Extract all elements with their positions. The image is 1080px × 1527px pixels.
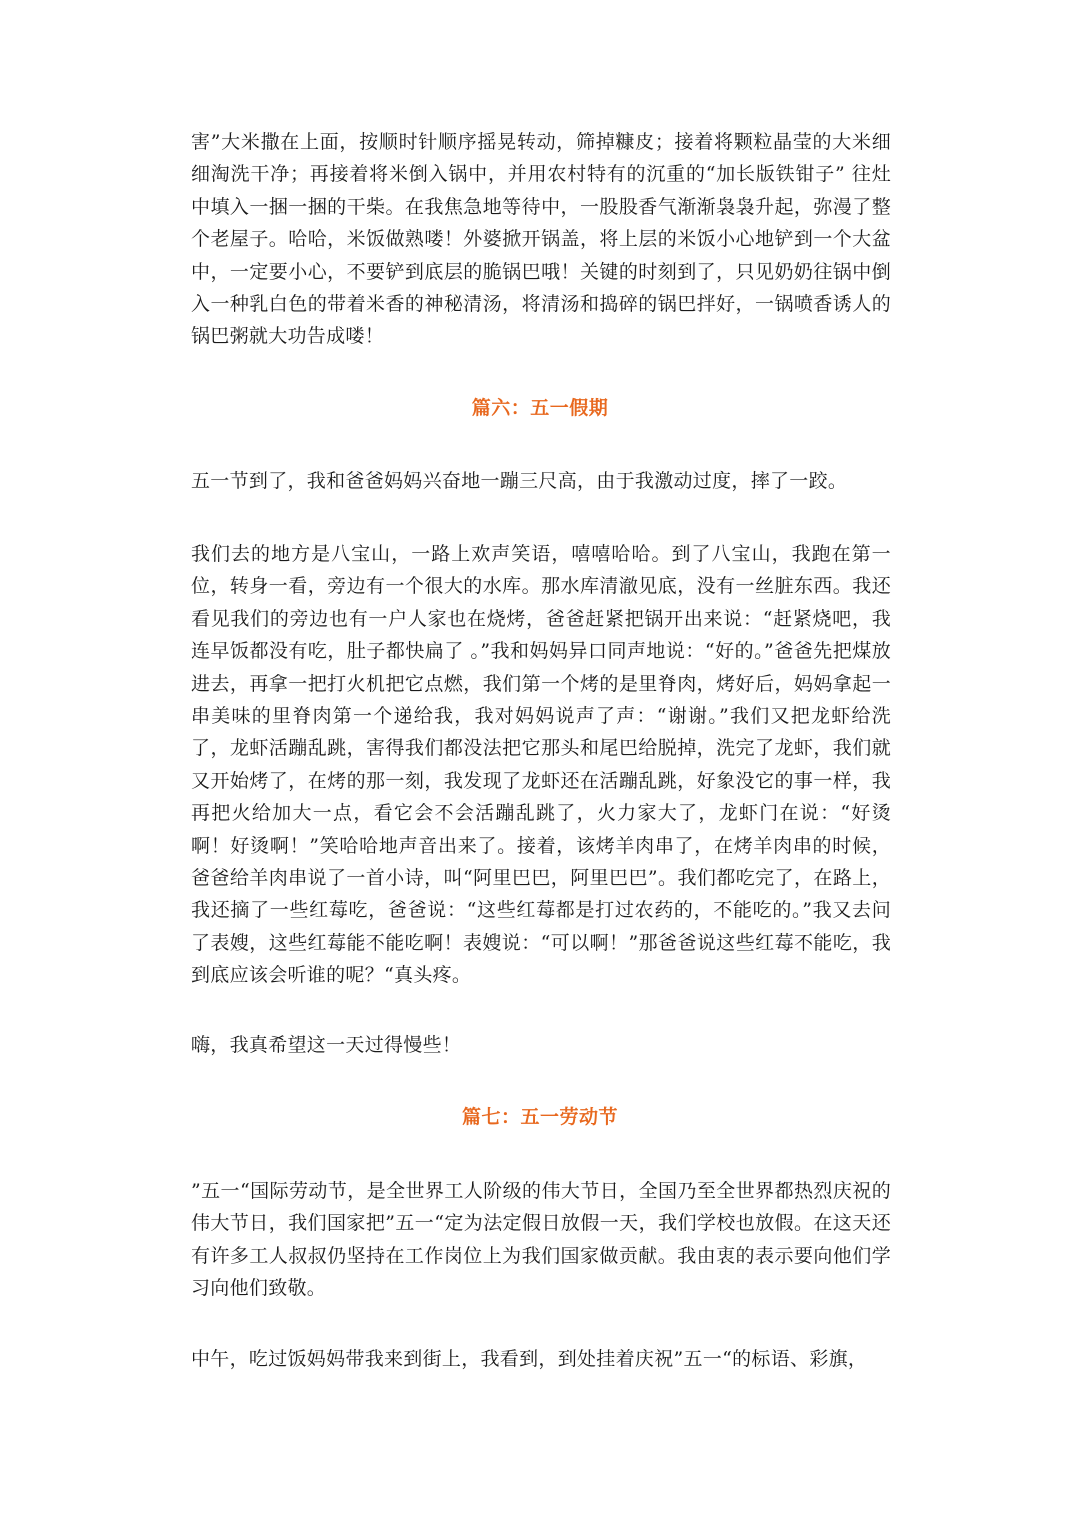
section-seven-paragraph-2: 中午，吃过饭妈妈带我来到街上，我看到，到处挂着庆祝”五一“的标语、彩旗，: [191, 1348, 868, 1370]
section-seven-heading: 篇七：五一劳动节: [461, 1106, 618, 1128]
section-six-paragraph-1: 五一节到了，我和爸爸妈妈兴奋地一蹦三尺高，由于我激动过度，摔了一跤。: [191, 470, 848, 492]
section-six-paragraph-3: 嗨，我真希望这一天过得慢些！: [191, 1034, 462, 1056]
section-six-heading: 篇六：五一假期: [471, 397, 609, 419]
section-seven-paragraph-1: ”五一“国际劳动节，是全世界工人阶级的伟大节日，全国乃至全世界都热烈庆祝的伟大节日，我们国家把”五一“定为法定假日放假一天，我们学校也放假。在这天还有许多工人叔叔仍坚持在工作岗位上为我们国家做贡献。我由衷的表示要向他们学习向他们致敬。: [191, 1180, 891, 1300]
section-six-paragraph-2: 我们去的地方是八宝山，一路上欢声笑语，嘻嘻哈哈。到了八宝山，我跑在第一位，转身一看，旁边有一个很大的水库。那水库清澈见底，没有一丝脏东西。我还看见我们的旁边也有一户人家也在烧烤，爸爸赶紧把锅开出来说：“赶紧烧吧，我连早饭都没有吃，肚子都快扁了 。”我和妈妈异口同声地说：“好的。”爸爸先把煤放进去，再拿一把打火机把它点燃，我们第一个烤的是里脊肉，烤好后，妈妈拿起一串美味的里脊肉第一个递给我，我对妈妈说声了声：“谢谢。”我们又把龙虾给洗了，龙虾活蹦乱跳，害得我们都没法把它那头和尾巴给脱掉，洗完了龙虾，我们就又开始烤了，在烤的那一刻，我发现了龙虾还在活蹦乱跳，好象没它的事一样，我再把火给加大一点，看它会不会活蹦乱跳了，火力家大了，龙虾门在说：“好烫啊！好烫啊！”笑哈哈地声音出来了。接着，该烤羊肉串了，在烤羊肉串的时候，爸爸给羊肉串说了一首小诗，叫“阿里巴巴，阿里巴巴”。我们都吃完了，在路上，我还摘了一些红莓吃，爸爸说：“这些红莓都是打过农药的，不能吃的。”我又去问了表嫂，这些红莓能不能吃啊！表嫂说：“可以啊！”那爸爸说这些红莓不能吃，我到底应该会听谁的呢？“真头疼。: [191, 543, 891, 987]
intro-paragraph: 害”大米撒在上面，按顺时针顺序摇晃转动，筛掉糠皮；接着将颗粒晶莹的大米细细淘洗干净；再接着将米倒入锅中，并用农村特有的沉重的“加长版铁钳子” 往灶中填入一捆一捆的干柴。在我焦急地等待中，一股股香气渐渐袅袅升起，弥漫了整个老屋子。哈哈，米饭做熟喽！外婆掀开锅盖，将上层的米饭小心地铲到一个大盆中，一定要小心，不要铲到底层的脆锅巴哦！关键的时刻到了，只见奶奶往锅中倒入一种乳白色的带着米香的神秘清汤，将清汤和捣碎的锅巴拌好，一锅喷香诱人的锅巴粥就大功告成喽！: [191, 131, 891, 348]
